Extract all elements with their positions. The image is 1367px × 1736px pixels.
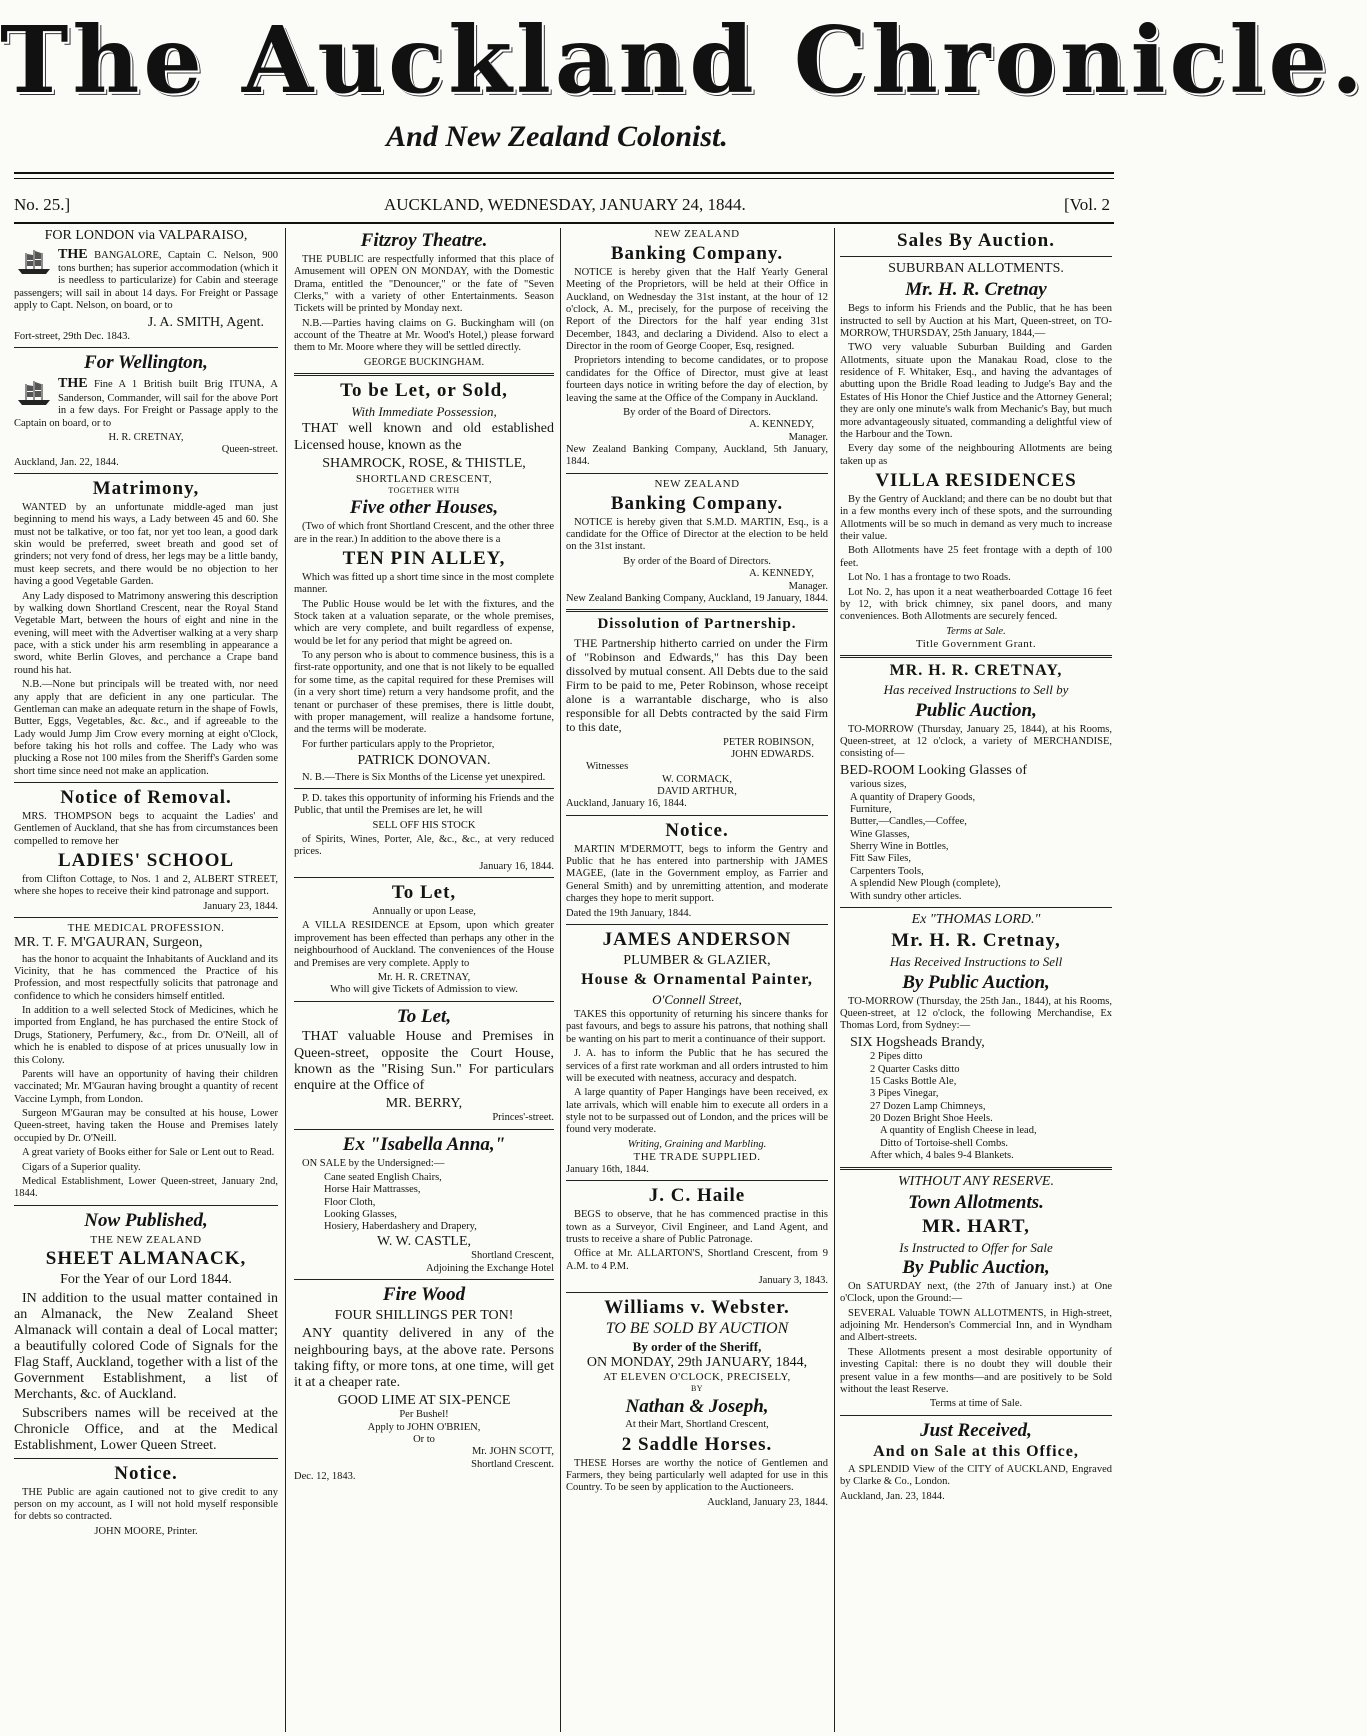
ad-wellington: [14, 352, 278, 469]
ad-heading: Matrimony,: [92, 478, 200, 500]
ad-date: Auckland, Jan. 22, 1844.: [14, 456, 119, 468]
ad-paragraph: Surgeon M'Gauran may be consulted at his house, Lower Queen-street, having taken the House and Premises lately occupied by Dr. O'Neill.: [14, 1108, 278, 1144]
ad-paragraph: To any person who is about to commence business, this is a first-rate opportunity, and one that is not likely to be equalled for some time, as the capital required for these Premises will (in a very short time) return a very handsome profit, and the tenant or purchaser of these premises, there is little doubt, with proper management, will realize a handsome fortune, and the terms will be moderate.: [294, 650, 554, 736]
ad-banking-meeting: [566, 228, 828, 469]
ad-heading: THE MEDICAL PROFESSION.: [67, 922, 225, 935]
ad-paragraph: BEGS to observe, that he has commenced practise in this town as a Surveyor, Civil Engineer, and Land Agent, and trusts to receive a share of Public Patronage.: [566, 1209, 828, 1246]
divider: [840, 256, 1112, 257]
list-item: Fitt Saw Files,: [850, 853, 911, 865]
divider: [566, 1292, 828, 1293]
ad-heading: To be Let, or Sold,: [340, 380, 508, 402]
divider: [294, 1001, 554, 1002]
ad-signature: GEORGE BUCKINGHAM.: [363, 356, 485, 368]
column-divider: [834, 228, 835, 1732]
ad-paragraph: A SPLENDID View of the CITY of AUCKLAND, Engraved by Clarke & Co., London.: [840, 1463, 1112, 1488]
ad-signature-note: Adjoining the Exchange Hotel: [425, 1262, 554, 1274]
ad-paragraph: MRS. THOMPSON begs to acquaint the Ladies' and Gentlemen of Auckland, that she has from circumstances been compelled to remove her: [14, 810, 278, 847]
ad-removal: [14, 787, 278, 913]
ad-paragraph: N. B.—There is Six Months of the License yet unexpired.: [302, 771, 546, 783]
ad-subheading: SUBURBAN ALLOTMENTS.: [888, 260, 1064, 276]
ad-subheading: LADIES' SCHOOL: [57, 850, 235, 872]
ad-merchandise: [840, 662, 1112, 903]
divider: [566, 924, 828, 925]
divider: [566, 1180, 828, 1181]
ad-paragraph: N.B.—Parties having claims on G. Buckingham will (on account of the Theatre at Mr. Wood's Hotel,) please forward them to Mr. Moore where they will be settled directly.: [294, 317, 554, 354]
ad-paragraph: MARTIN M'DERMOTT, begs to inform the Gentry and Public that he has entered into partnership with JAMES MAGEE, (late in the Government employ, as Farrier and General Smith) and by unremitting attention, and moderate charges they hope to merit support.: [566, 843, 828, 905]
newspaper-subtitle: And New Zealand Colonist.: [386, 120, 728, 153]
item-list: [294, 1172, 554, 1234]
ad-paragraph: Any Lady disposed to Matrimony answering this description by walking down Shortland Crescent, near the Royal Stand Vegetable Mart, between the hours of eight and nine in the evening, will meet with the Advertiser walking at a very sharp pace, with a stick under his arm resembling in appearance a sword, white Berlin Gloves, and perchance a Crape band round his hat.: [14, 590, 278, 676]
ad-auctioneers: Nathan & Joseph,: [625, 1395, 769, 1417]
ad-heading: Fitzroy Theatre.: [360, 230, 488, 251]
ad-heading: Notice of Removal.: [60, 787, 232, 809]
ad-paragraph: A VILLA RESIDENCE at Epsom, upon which greater improvement has been effected than perhaps any other in the neighbourhood of Auckland. The conveniences of the House and Premises are very complete. Apply to: [294, 920, 554, 969]
ad-banking-candidate: [566, 478, 828, 605]
column-3: [566, 228, 828, 1732]
divider: [840, 1167, 1112, 1170]
list-item: A quantity of English Cheese in lead,: [880, 1125, 1037, 1137]
ad-villa-to-let: [294, 882, 554, 996]
ad-heading: To Let,: [391, 882, 457, 904]
ad-subheading: Annually or upon Lease,: [372, 906, 476, 918]
ad-lead: MR. T. F. M'GAURAN, Surgeon,: [14, 935, 203, 951]
ad-date: Auckland, Jan. 23, 1844.: [840, 1490, 945, 1502]
ad-auction: Public Auction,: [915, 699, 1037, 721]
ad-heading: Just Received,: [920, 1419, 1032, 1441]
ad-lead: THE: [58, 246, 88, 262]
ad-paragraph: NOTICE is hereby given that the Half Yearly General Meeting of the Proprietors, will be held at their Office in Auckland, on Wednesday the 31st instant, at the hour of 12 o'clock, A. M., precisely, for the purpose of receiving the Report of the Directors for the half year ending 31st December, 1843, and declaring a Dividend. Also to elect a Director in the room of George Cooper, Esq, resigned.: [566, 266, 828, 353]
ad-signature-title: Manager.: [788, 431, 828, 443]
ad-topline: NEW ZEALAND: [654, 228, 740, 240]
ad-paragraph: N.B.—None but principals will be treated with, nor need any apply that are deficient in any one particular. The Gentleman can make an adequate return in the shape of Fowls, Butter, Eggs, Vegetables, &c. &c., and if agreeable to the Lady would Jump Jim Crow every morning at eight o'Clock, before taking his hot rolls and coffee. The Lady who was plucking a Rose not 100 miles from the Sheriff's Garden some short time since need not make an application.: [14, 679, 278, 777]
dateline: [14, 187, 1114, 219]
divider: [294, 1279, 554, 1280]
ad-signature: PETER ROBINSON,: [722, 736, 814, 748]
ad-paragraph: THE Public are again cautioned not to give credit to any person on my account, as I will not hold myself responsible for debts so contracted.: [14, 1486, 278, 1523]
column-divider: [560, 228, 561, 1732]
ad-together: TOGETHER WITH: [388, 485, 460, 495]
ad-subheading: FOUR SHILLINGS PER TON!: [334, 1307, 514, 1323]
ad-date: New Zealand Banking Company, Auckland, 19 January, 1844.: [566, 592, 828, 604]
ad-date: Fort-street, 29th Dec. 1843.: [14, 331, 131, 343]
ad-auctioneer: Mr. H. R. Cretnay: [905, 279, 1047, 301]
ad-paragraph: P. D. takes this opportunity of informing his Friends and the Public, that until the Premises are let, he will: [294, 792, 554, 817]
item-list: [840, 779, 1112, 903]
divider: [566, 815, 828, 816]
ad-apply: Apply to JOHN O'BRIEN,: [367, 1421, 481, 1433]
ad-paragraph: SEVERAL Valuable TOWN ALLOTMENTS, in High-street, adjoining Mr. Henderson's Commercial Inn, and in Wyndham and Albert-streets.: [840, 1307, 1112, 1344]
ad-mart: At their Mart, Shortland Crescent,: [625, 1419, 769, 1431]
ad-paragraph: On SATURDAY next, (the 27th of January inst.) at One o'Clock, upon the Ground:—: [840, 1280, 1112, 1305]
ad-paragraph: TO-MORROW (Thursday, January 25, 1844), at his Rooms, Queen-street, at 12 o'clock, a variety of MERCHANDISE, consisting of—: [840, 723, 1112, 760]
ad-heading: Banking Company.: [610, 492, 784, 514]
ad-lead: ON SALE by the Undersigned:—: [302, 1157, 445, 1169]
list-item: Butter,—Candles,—Coffee,: [850, 816, 967, 828]
ad-when: ON MONDAY, 29th JANUARY, 1844,: [586, 1354, 808, 1370]
ad-heading: Now Published,: [84, 1209, 208, 1231]
ad-paragraph: Begs to inform his Friends and the Public, that he has been instructed to sell by Auction at his Mart, Queen-street, on TO-MORROW, THURSDAY, 25th January, 1844,—: [840, 303, 1112, 339]
ad-paragraph: THESE Horses are worthy the notice of Gentlemen and Farmers, they being particularly well adapted for use in this Country. To be seen by application to the Auctioneers.: [566, 1457, 828, 1494]
item-list: [840, 1035, 1112, 1163]
ad-paragraph: of Spirits, Wines, Porter, Ale, &c., &c., at very reduced prices.: [294, 834, 554, 858]
ad-paragraph: from Clifton Cottage, to Nos. 1 and 2, ALBERT STREET, where she hopes to receive their kind patronage and support.: [14, 873, 278, 898]
ad-signature: JOHN EDWARDS.: [731, 748, 814, 760]
ad-paragraph: For further particulars apply to the Proprietor,: [302, 738, 495, 750]
ad-paragraph: In addition to a well selected Stock of Medicines, which he imported from England, he has purchased the entire Stock of Drugs, Stationery, Perfumery, &c., from Dr. O'Neill, all of which he is enabled to dispose of at prices unusually low in this Colony.: [14, 1005, 278, 1066]
ad-signature: J. A. SMITH, Agent.: [147, 314, 264, 330]
divider: [294, 1129, 554, 1130]
ad-auction: By Public Auction,: [902, 971, 1050, 993]
list-item: Sherry Wine in Bottles,: [850, 841, 949, 853]
ad-name: SHAMROCK, ROSE, & THISTLE,: [322, 456, 526, 472]
list-item: 2 Pipes ditto: [870, 1051, 923, 1063]
ad-street: SHORTLAND CRESCENT,: [355, 472, 493, 485]
ad-paragraph: Both Allotments have 25 feet frontage with a depth of 100 feet.: [840, 545, 1112, 569]
list-item: 3 Pipes Vinegar,: [870, 1088, 939, 1100]
ad-signature: PATRICK DONOVAN.: [357, 753, 491, 769]
divider: [14, 782, 278, 783]
ad-heading: Williams v. Webster.: [604, 1296, 790, 1318]
ad-paragraph: has the honor to acquaint the Inhabitants of Auckland and its Vicinity, that he has commenced the Practice of his Profession, and most respectfully solicits that patronage and confidence to which he considers himself entitled.: [14, 953, 278, 1002]
ad-heading: Ex "Isabella Anna,": [342, 1133, 506, 1155]
ad-subheading: TEN PIN ALLEY,: [342, 547, 506, 569]
ad-title: SHEET ALMANACK,: [45, 1248, 247, 1270]
ad-time: AT ELEVEN O'CLOCK, PRECISELY,: [603, 1371, 791, 1384]
ad-subheading: TO BE SOLD BY AUCTION: [605, 1320, 789, 1338]
ad-heading: Ex "THOMAS LORD.": [911, 911, 1041, 927]
ad-terms: Terms at Sale.: [946, 625, 1006, 637]
ad-signature-street: Shortland Crescent,: [471, 1250, 554, 1262]
ad-subheading: And on Sale at this Office,: [873, 1443, 1079, 1461]
ad-lime: GOOD LIME AT SIX-PENCE: [337, 1392, 511, 1408]
ad-paragraph: Proprietors intending to become candidates, or to propose candidates for the Office of Director, must give at least fourteen days notice in writing before the day of election, by leaving the same at the Office of the Company in Auckland.: [566, 355, 828, 404]
ad-auctioneer: Mr. H. R. Cretnay,: [891, 930, 1061, 952]
ad-paragraph: TWO very valuable Suburban Building and Garden Allotments, situate upon the Manakau Road, close to the residence of F. Whitaker, Esq., and having the advantages of abutting upon the Bridle Road leading to Judge's Bay and the Estates of His Honor the Chief Justice and the Attorney General; they are only one minute's walk from Mechanic's Bay, but much more advantageously situated, commanding a delightful view of the Harbour and the Town.: [840, 342, 1112, 440]
ad-heading: MR. H. R. CRETNAY,: [889, 662, 1063, 680]
list-item: SIX Hogsheads Brandy,: [850, 1034, 985, 1050]
ad-london-ship: [14, 228, 278, 343]
ad-heading: Notice.: [665, 819, 729, 841]
ad-signature-street: Shortland Crescent.: [471, 1458, 554, 1470]
ad-date: Dec. 12, 1843.: [294, 1471, 356, 1483]
ad-heading: Fire Wood: [382, 1284, 466, 1306]
ad-lead: THE: [58, 376, 88, 392]
ad-instructed: Is Instructed to Offer for Sale: [899, 1239, 1053, 1255]
ad-lime-price: Per Bushel!: [399, 1409, 449, 1421]
ad-anderson: [566, 929, 828, 1177]
ad-signature: A. KENNEDY,: [749, 419, 814, 431]
masthead-rule-thin: [14, 178, 1114, 179]
volume-number: [Vol. 2: [1064, 195, 1110, 214]
ad-villa: VILLA RESIDENCES: [875, 470, 1077, 492]
column-divider: [285, 228, 286, 1732]
ad-heading: JAMES ANDERSON: [602, 928, 792, 950]
ad-just-received: [840, 1420, 1112, 1503]
ad-paragraph: A great variety of Books either for Sale or Lent out to Read.: [22, 1147, 275, 1159]
ad-order: By order of the Board of Directors.: [623, 555, 771, 567]
list-item: With sundry other articles.: [850, 890, 962, 902]
list-item: Looking Glasses,: [324, 1209, 397, 1221]
ad-dissolution: [566, 616, 828, 811]
column-4: [840, 228, 1112, 1732]
ad-witnesses: Witnesses: [586, 761, 629, 773]
ad-heading: Dissolution of Partnership.: [597, 616, 797, 633]
ad-fire-wood: [294, 1284, 554, 1484]
ad-paragraph: Lot No. 1 has a frontage to two Roads.: [848, 572, 1011, 584]
ad-auctioneer: MR. HART,: [922, 1215, 1030, 1237]
ad-paragraph: TAKES this opportunity of returning his sincere thanks for past favours, and begs to assure his patrons, that nothing shall be wanting on his part to merit a continuance of their support.: [566, 1009, 828, 1045]
list-item: A quantity of Drapery Goods,: [850, 791, 976, 803]
divider: [294, 788, 554, 789]
list-item: A splendid New Plough (complete),: [850, 878, 1001, 890]
list-item: 20 Dozen Bright Shoe Heels.: [870, 1113, 993, 1125]
ad-paragraph: (Two of which front Shortland Crescent, and the other three are in the rear.) In addition to the above there is a: [294, 521, 554, 545]
ad-signature-street: Queen-street.: [221, 444, 278, 456]
ad-paragraph: Lot No. 2, has upon it a neat weatherboarded Cottage 16 feet by 12, with brick chimney, six panel doors, and many conveniences. Both Allotments are securely fenced.: [840, 586, 1112, 623]
ad-lead: BED-ROOM Looking Glasses of: [840, 762, 1028, 778]
ad-subheading: Town Allotments.: [908, 1192, 1044, 1214]
list-item: Horse Hair Mattrasses,: [324, 1184, 421, 1196]
divider: [294, 877, 554, 878]
column-1: [14, 228, 278, 1732]
list-item: 15 Casks Bottle Ale,: [870, 1075, 957, 1087]
ad-subheading: Has received Instructions to Sell by: [883, 682, 1069, 698]
divider: [840, 1415, 1112, 1416]
ad-paragraph: Parents will have an opportunity of having their children vaccinated; Mr. M'Gauran having brought a quantity of recent Vaccine Lymph, from London.: [14, 1068, 278, 1105]
ad-or: Or to: [413, 1434, 435, 1446]
ad-date: Dated the 19th January, 1844.: [566, 907, 692, 919]
ad-year: For the Year of our Lord 1844.: [60, 1272, 232, 1288]
ad-witness: DAVID ARTHUR,: [657, 786, 737, 798]
ad-order: By order of the Board of Directors.: [623, 406, 771, 418]
issue-date: AUCKLAND, WEDNESDAY, JANUARY 24, 1844.: [384, 195, 746, 214]
ad-terms: Terms at time of Sale.: [929, 1398, 1023, 1410]
ad-almanack: [14, 1210, 278, 1454]
ad-street: O'Connell Street,: [652, 991, 742, 1007]
ad-paragraph: NOTICE is hereby given that S.M.D. MARTIN, Esq., is a candidate for the Office of Director at the election to be held on the 31st instant.: [566, 516, 828, 553]
list-item: Hosiery, Haberdashery and Drapery,: [324, 1221, 477, 1233]
ad-signature: Mr. H. R. CRETNAY,: [377, 971, 471, 983]
ad-paragraph: J. A. has to inform the Public that he has secured the services of a first rate workman and all orders intrusted to him will be executed with neatness, accuracy and despatch.: [566, 1048, 828, 1084]
ad-paragraph: Subscribers names will be received at the Chronicle Office, and at the Medical Establishment, Lower Queen Street.: [14, 1405, 278, 1453]
ad-heading: To Let,: [396, 1005, 452, 1027]
ad-paragraph: ANY quantity delivered in any of the neighbouring bays, at the above rate. Persons taking fifty, or more tons, at one time, will get it at a cheaper rate.: [294, 1326, 554, 1390]
ad-williams-webster: [566, 1297, 828, 1510]
divider: [14, 917, 278, 918]
divider: [566, 473, 828, 474]
divider: [14, 347, 278, 348]
ad-paragraph: By the Gentry of Auckland; and there can be no doubt but that in a few months every inch of these spots, and the surrounding Allotments will be so much in demand as very much to increase their value.: [840, 493, 1112, 543]
ad-date: Auckland, January 23, 1844.: [707, 1496, 828, 1508]
ad-paragraph: The Public House would be let with the fixtures, and the Stock taken at a valuation separate, or the whole premises, which are very complete, and built regardless of expense, would be let for any period that might be agreed on.: [294, 598, 554, 647]
ad-signature: Mr. JOHN SCOTT,: [471, 1446, 554, 1458]
ad-notice-mdermott: [566, 820, 828, 920]
ad-subheading: THE NEW ZEALAND: [90, 1233, 202, 1246]
ad-subheading: Has Received Instructions to Sell: [889, 954, 1063, 970]
ad-auction: By Public Auction,: [902, 1257, 1050, 1279]
ad-witness: W. CORMACK,: [662, 773, 732, 785]
ad-signature: W. W. CASTLE,: [377, 1233, 471, 1249]
ad-paragraph: IN addition to the usual matter contained in an Almanack, the New Zealand Sheet Almanack will contain a deal of Local matter; a beautifully colored Code of Signals for the Flag Staff, Auckland, together with a list of the Government Establishment, a list of Merchants, &c. of Auckland.: [14, 1290, 278, 1403]
ad-subheading: With Immediate Possession,: [351, 404, 497, 420]
list-item: various sizes,: [850, 779, 907, 791]
ad-paragraph: TO-MORROW (Thursday, the 25th Jan., 1844), at his Rooms, Queen-street, at 12 o'clock, the following Merchandise, Ex Thomas Lord, from Sydney:—: [840, 995, 1112, 1032]
ad-paragraph: These Allotments present a most desirable opportunity of investing Capital: there is no doubt they will double their present value in a few months—and are positively to be Sold without the least Reserve.: [840, 1346, 1112, 1395]
divider: [840, 907, 1112, 908]
ad-lot: 2 Saddle Horses.: [621, 1433, 773, 1455]
ad-by: BY: [690, 1384, 704, 1394]
ad-suburban-allotments: [840, 230, 1112, 651]
sailing-ship-icon: [14, 247, 54, 277]
ad-isabella-anna: [294, 1134, 554, 1275]
ad-date: January 16th, 1844.: [566, 1164, 649, 1176]
ad-signature-title: Manager.: [788, 580, 828, 592]
list-item: 27 Dozen Lamp Chimneys,: [870, 1100, 986, 1112]
masthead-rule: [14, 172, 1114, 174]
divider: [294, 373, 554, 376]
list-item: Ditto of Tortoise-shell Combs.: [880, 1137, 1008, 1149]
ad-heading: J. C. Haile: [648, 1185, 746, 1207]
ad-paragraph: Every day some of the neighbouring Allotments are being taken up as: [840, 443, 1112, 467]
ad-trade: THE TRADE SUPPLIED.: [633, 1151, 761, 1164]
ad-signature-street: Princes'-street.: [492, 1112, 554, 1124]
ad-address: Medical Establishment, Lower Queen-street, January 2nd, 1844.: [14, 1175, 278, 1200]
divider: [14, 473, 278, 474]
newspaper-title: The Auckland Chronicle.: [0, 6, 1367, 114]
list-item: 2 Quarter Casks ditto: [870, 1063, 960, 1075]
ad-topline: NEW ZEALAND: [654, 477, 740, 490]
list-item: Floor Cloth,: [324, 1196, 376, 1208]
list-item: Carpenters Tools,: [850, 865, 924, 877]
ad-order: By order of the Sheriff,: [632, 1339, 762, 1355]
divider: [14, 1205, 278, 1206]
divider: [14, 1458, 278, 1459]
ad-rising-sun: [294, 1006, 554, 1125]
list-item: Furniture,: [850, 803, 892, 815]
ad-signature: MR. BERRY,: [385, 1095, 463, 1111]
ad-heading: Banking Company.: [610, 242, 784, 264]
ad-body: Fine A 1 British built Brig ITUNA, A Sanderson, Commander, will sail for the above Port in a few days. For Freight or Passage apply to the Captain on board, or to: [14, 379, 279, 429]
ad-title: Title Government Grant.: [915, 638, 1037, 651]
ad-heading: FOR LONDON via VALPARAISO,: [44, 228, 248, 243]
ad-paragraph: Office at Mr. ALLARTON'S, Shortland Crescent, from 9 A.M. to 4 P.M.: [566, 1248, 828, 1272]
ad-paragraph: THE Partnership hitherto carried on under the Firm of "Robinson and Edwards," has this Day been dissolved by mutual consent. All Debts due to the said Firm to be paid to me, Peter Robinson, whose receipt alone is a warrantable discharge, who is also responsible for all Debts contracted by the said Firm to this date,: [566, 635, 828, 735]
ad-thomas-lord: [840, 912, 1112, 1163]
ad-body: BANGALORE, Captain C. Nelson, 900 tons burthen; has superior accommodation (which it is needless to particularize) for Cabin and steerage passengers; will sail in about 14 days. For Freight or Passage apply to Capt. Nelson, on board, or to: [14, 249, 278, 312]
column-2: [294, 228, 554, 1732]
ad-heading: For Wellington,: [84, 352, 208, 374]
divider: [840, 655, 1112, 658]
divider: [566, 609, 828, 612]
ad-note: Who will give Tickets of Admission to view.: [330, 984, 518, 996]
ad-paragraph: WANTED by an unfortunate middle-aged man just beginning to mend his ways, a Lady between 45 and 60. She must not be talkative, or too fat, nor yet too lean, a good dark skin would be preferred, sweet breath and good set of grinders; not very fond of dress, her legs may be a little bandy, must keep secrets, and there would be no objection to her having a good Vegetable Garden.: [14, 501, 278, 588]
ad-signature: H. R. CRETNAY,: [108, 431, 184, 443]
ad-town-allotments: [840, 1174, 1112, 1411]
ad-date: Auckland, January 16, 1844.: [566, 798, 687, 810]
ad-shamrock: [294, 380, 554, 873]
ad-notice-moore: [14, 1463, 278, 1538]
ad-paragraph: THE PUBLIC are respectfully informed that this place of Amusement will OPEN ON MONDAY, with the Domestic Drama, entitled the "Denouncer," or the fate of "Seven Clerks," with a variety of other Entertainments. Season Tickets will be printed by Monday next.: [294, 253, 554, 315]
dateline-rule: [14, 222, 1114, 224]
list-item: Cane seated English Chairs,: [324, 1171, 442, 1183]
list-item: After which, 4 bales 9-4 Blankets.: [870, 1150, 1014, 1162]
ad-services: Writing, Graining and Marbling.: [627, 1138, 767, 1150]
ad-heading: WITHOUT ANY RESERVE.: [898, 1173, 1054, 1189]
ad-theatre: [294, 230, 554, 369]
ad-paragraph: A large quantity of Paper Hangings have been received, ex late arrivals, which will enable him to execute all orders in a style not to be surpassed out of London, and the prices will be found very moderate.: [566, 1087, 828, 1136]
ad-haile: [566, 1185, 828, 1287]
ad-subheading: Five other Houses,: [349, 497, 499, 519]
ad-sell: SELL OFF HIS STOCK: [372, 819, 476, 831]
ad-heading: Sales By Auction.: [897, 230, 1055, 251]
sailing-ship-icon: [14, 378, 54, 408]
ad-medical: [14, 922, 278, 1201]
list-item: Wine Glasses,: [850, 828, 910, 840]
ad-paragraph: THAT valuable House and Premises in Queen-street, opposite the Court House, known as the "Rising Sun." For particulars enquire at the Office of: [294, 1029, 554, 1093]
ad-subheading: PLUMBER & GLAZIER,: [623, 952, 771, 968]
ad-paragraph: Which was fitted up a short time since in the most complete manner.: [294, 571, 554, 596]
ad-date: New Zealand Banking Company, Auckland, 5th January, 1844.: [566, 444, 828, 468]
issue-number: No. 25.]: [14, 195, 71, 214]
ad-paragraph: Cigars of a Superior quality.: [22, 1161, 141, 1173]
ad-matrimony: [14, 478, 278, 778]
ad-subheading: House & Ornamental Painter,: [581, 971, 813, 989]
ad-date: January 3, 1843.: [758, 1275, 828, 1287]
ad-heading: Notice.: [114, 1462, 178, 1484]
masthead: [0, 0, 1367, 168]
ad-paragraph: THAT well known and old established Licensed house, known as the: [294, 421, 554, 453]
ad-signature: JOHN MOORE, Printer.: [94, 1525, 198, 1537]
ad-signature: A. KENNEDY,: [749, 568, 814, 580]
ad-date: January 23, 1844.: [203, 900, 278, 912]
ad-date: January 16, 1844.: [479, 860, 554, 872]
